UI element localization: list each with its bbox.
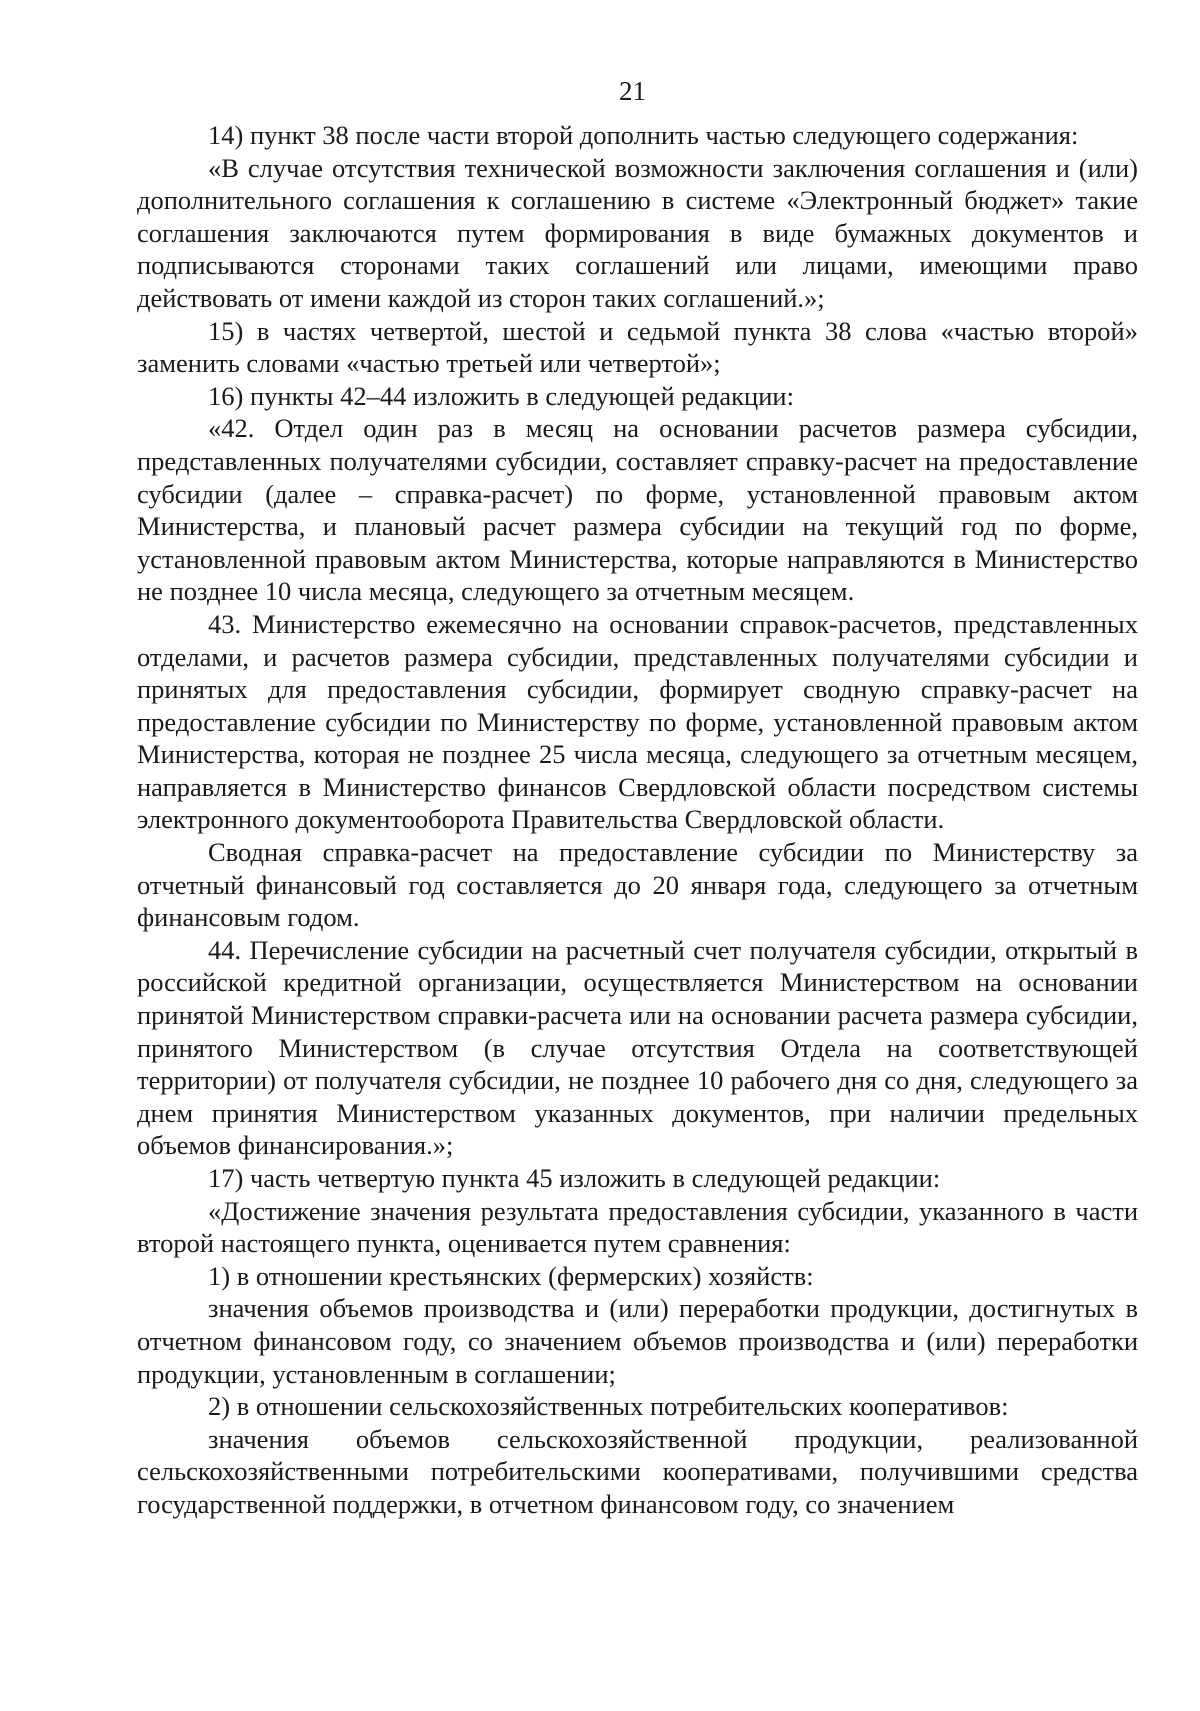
paragraph-item-15: 15) в частях четвертой, шестой и седьмой пункта 38 слова «частью второй» заменить словами «частью третьей или четвертой»; — [137, 315, 1138, 379]
paragraph-clause-42: «42. Отдел один раз в месяц на основании расчетов размера субсидии, представленных получателями субсидии, составляет справку-расчет на предоставление субсидии (далее – справка-расчет) по форме, установленной правовым актом Министерства, и плановый расчет размера субсидии на текущий год по форме, установленной правовым актом Министерства, которые направляются в Министерство не позднее 10 числа месяца, следующего за отчетным месяцем. — [137, 413, 1138, 607]
paragraph-clause-44: 44. Перечисление субсидии на расчетный счет получателя субсидии, открытый в российской кредитной организации, осуществляется Министерством на основании принятой Министерством справки-расчета или на основании расчета размера субсидии, принятого Министерством (в случае отсутствия Отдела на соответствующей территории) от получателя субсидии, не позднее 10 рабочего дня со дня, следующего за днем принятия Министерством указанных документов, при наличии предельных объемов финансирования.»; — [137, 934, 1138, 1161]
page-number: 21 — [619, 76, 646, 106]
paragraph-item-17: 17) часть четвертую пункта 45 изложить в следующей редакции: — [208, 1163, 941, 1193]
paragraph-sub-1-text: значения объемов производства и (или) переработки продукции, достигнутых в отчетном финансовом году, со значением объемов производства и (или) переработки продукции, установленным в соглашении; — [137, 1293, 1138, 1389]
paragraph-sub-2-text: значения объемов сельскохозяйственной продукции, реализованной сельскохозяйственными потребительскими кооперативами, получившими средства государственной поддержки, в отчетном финансовом году, со значением — [137, 1423, 1138, 1519]
paragraph-quote-agreement: «В случае отсутствия технической возможности заключения соглашения и (или) дополнительного соглашения к соглашению в системе «Электронный бюджет» такие соглашения заключаются путем формирования в виде бумажных документов и подписываются сторонами таких соглашений или лицами, имеющими право действовать от имени каждой из сторон таких соглашений.»; — [137, 152, 1138, 313]
paragraph-item-14: 14) пункт 38 после части второй дополнить частью следующего содержания: — [208, 120, 1079, 150]
paragraph-sub-1: 1) в отношении крестьянских (фермерских) хозяйств: — [208, 1260, 814, 1291]
paragraph-quote-result: «Достижение значения результата предоставления субсидии, указанного в части второй настоящего пункта, оценивается путем сравнения: — [137, 1195, 1138, 1259]
document-body — [137, 119, 1138, 1521]
paragraph-sub-2: 2) в отношении сельскохозяйственных потребительских кооперативов: — [208, 1391, 1009, 1422]
paragraph-summary-calculation: Сводная справка-расчет на предоставление субсидии по Министерству за отчетный финансовый год составляется до 20 января года, следующего за отчетным финансовым годом. — [137, 837, 1138, 933]
paragraph-clause-43: 43. Министерство ежемесячно на основании справок-расчетов, представленных отделами, и расчетов размера субсидии, представленных получателями субсидии и принятых для предоставления субсидии, формирует сводную справку-расчет на предоставление субсидии по Министерству по форме, установленной правовым актом Министерства, которая не позднее 25 числа месяца, следующего за отчетным месяцем, направляется в Министерство финансов Свердловской области посредством системы электронного документооборота Правительства Свердловской области. — [137, 608, 1138, 835]
paragraph-item-16: 16) пункты 42–44 изложить в следующей редакции: — [208, 380, 794, 411]
